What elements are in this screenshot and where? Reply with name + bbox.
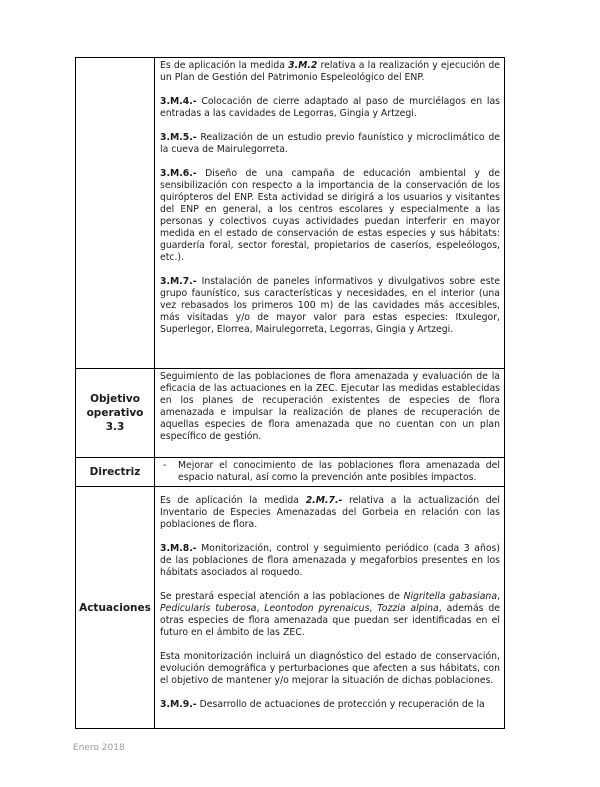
measures-table [75, 57, 505, 729]
page-footer-date: Enero 2018 [73, 743, 125, 753]
measure-3m9: 3.M.9.- Desarrollo de actuaciones de protección y recuperación de la [160, 699, 485, 710]
paragraph: Es de aplicación la medida 2.M.7.- relativa a la actualización del Inventario de Especies Amenazadas del Gorbeia en relación con las poblaciones de flora. [160, 495, 500, 530]
actuaciones-label: Actuaciones [76, 487, 155, 729]
measure-code: 2.M.7.- [305, 495, 343, 506]
measure-code: 3.M.8.- [160, 543, 197, 554]
table-row [76, 369, 505, 458]
directriz-cell [155, 458, 505, 487]
measures-cell [155, 58, 505, 369]
species-name: Leontodon pyrenaicus [264, 603, 370, 614]
measure-code: 3.M.7.- [160, 276, 197, 287]
measure-code: 3.M.5.- [160, 132, 197, 143]
directriz-label: Directriz [76, 458, 155, 487]
measure-3m5: 3.M.5.- Realización de un estudio previo faunístico y microclimático de la cueva de Mairulegorreta. [160, 132, 500, 155]
empty-label-cell [76, 58, 155, 369]
species-name: Nigritella gabasiana [403, 591, 498, 602]
actuaciones-cell [155, 487, 505, 729]
measure-3m8: 3.M.8.- Monitorización, control y seguimiento periódico (cada 3 años) de las poblaciones de flora amenazada y megaforbios presentes en los hábitats asociados al roquedo. [160, 543, 500, 578]
table-row [76, 458, 505, 487]
paragraph: Esta monitorización incluirá un diagnóstico del estado de conservación, evolución demográfica y perturbaciones que afecten a sus hábitats, con el objetivo de mantener y/o mejorar la situación de dichas poblaciones. [160, 651, 500, 686]
measure-3m6: 3.M.6.- Diseño de una campaña de educación ambiental y de sensibilización con respecto a la importancia de la conservación de los quirópteros del ENP. Esta actividad se dirigirá a los usuarios y visitantes del ENP en general, a los centros escolares y especialmente a las personas y colectivos cuyas actividades puedan interferir en mayor medida en el estado de conservación de estas especies y sus hábitats: guardería foral, sector forestal, propietarios de caseríos, espeleólogos, etc.). [160, 168, 500, 263]
species-name: Pedicularis tuberosa [160, 603, 257, 614]
measure-code: 3.M.2 [288, 60, 318, 71]
objetivo-label: Objetivo operativo 3.3 [76, 369, 155, 458]
directriz-list [160, 460, 500, 484]
species-name: Tozzia alpina [377, 603, 439, 614]
objetivo-text: Seguimiento de las poblaciones de flora amenazada y evaluación de la eficacia de las actuaciones en la ZEC. Ejecutar las medidas establecidas en los planes de recuperación existentes de especies de flora amenazada e impulsar la realización de planes de recuperación de aquellas especies de flora amenazada que no cuentan con un plan específico de gestión. [155, 369, 505, 458]
measure-3m4: 3.M.4.- Colocación de cierre adaptado al paso de murciélagos en las entradas a las cavidades de Legorras, Gingia y Artzegi. [160, 96, 500, 119]
paragraph: Es de aplicación la medida 3.M.2 relativa a la realización y ejecución de un Plan de Gestión del Patrimonio Espeleológico del ENP. [160, 60, 500, 83]
measure-3m7: 3.M.7.- Instalación de paneles informativos y divulgativos sobre este grupo faunístico, sus características y necesidades, en el interior (una vez rebasados los primeros 100 m) de las cavidades más accesibles, más visitadas y/o de mayor valor para estas especies: Itxulegor, Superlegor, Elorrea, Mairulegorreta, Legorras, Gingia y Artzegi. [160, 276, 500, 335]
species-paragraph: Se prestará especial atención a las poblaciones de Nigritella gabasiana, Pedicularis tuberosa, Leontodon pyrenaicus, Tozzia alpina, además de otras especies de flora amenazada que puedan ser identificadas en el futuro en el ámbito de las ZEC. [160, 591, 501, 638]
measure-code: 3.M.9.- [160, 699, 197, 710]
measure-code: 3.M.6.- [160, 168, 197, 179]
list-item: - Mejorar el conocimiento de las poblaciones flora amenazada del espacio natural, así como la prevención ante posibles impactos. [160, 460, 500, 484]
measure-code: 3.M.4.- [160, 96, 197, 107]
table-row [76, 487, 505, 729]
table-row [76, 58, 505, 369]
